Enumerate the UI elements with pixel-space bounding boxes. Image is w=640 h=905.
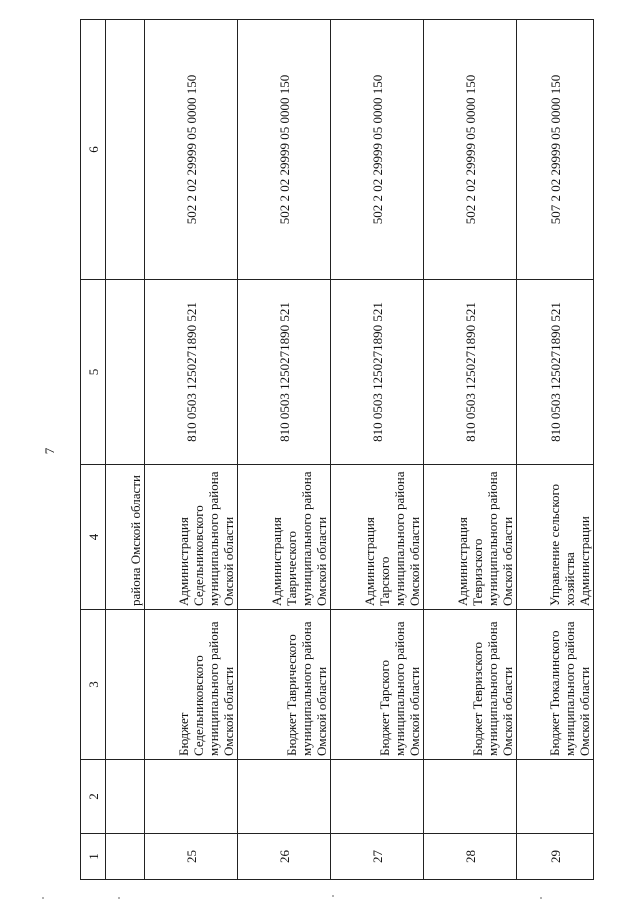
cell-empty (106, 834, 145, 880)
header-col-6: 6 (81, 20, 106, 280)
header-col-1: 1 (81, 834, 106, 880)
scan-speck (332, 895, 334, 897)
cell-number: 28 (424, 834, 517, 880)
table-row (238, 20, 331, 880)
cell-admin: Администрация Тарского муниципального района Омской области (331, 465, 424, 610)
cell-empty (331, 760, 424, 834)
cell-number: 27 (331, 834, 424, 880)
table-row (424, 20, 517, 880)
cell-number: 25 (145, 834, 238, 880)
cell-empty (517, 760, 594, 834)
cell-code-6: 502 2 02 29999 05 0000 150 (145, 20, 238, 280)
cell-code-6: 502 2 02 29999 05 0000 150 (424, 20, 517, 280)
header-row (81, 20, 106, 880)
table-row (331, 20, 424, 880)
cell-empty (145, 760, 238, 834)
cell-budget: Бюджет Таврического муниципального района Омской области (238, 610, 331, 760)
cell-empty (424, 760, 517, 834)
cell-code-6: 507 2 02 29999 05 0000 150 (517, 20, 594, 280)
cell-number: 26 (238, 834, 331, 880)
cell-admin-continued: района Омской области (106, 465, 145, 610)
header-col-2: 2 (81, 760, 106, 834)
cell-code-5: 810 0503 1250271890 521 (145, 280, 238, 465)
table-row (517, 20, 594, 880)
cell-code-6: 502 2 02 29999 05 0000 150 (331, 20, 424, 280)
cell-admin: Администрация Седельниковского муниципального района Омской области (145, 465, 238, 610)
cell-code-5: 810 0503 1250271890 521 (517, 280, 594, 465)
scan-speck (118, 897, 120, 899)
cell-empty (106, 20, 145, 280)
cell-code-5: 810 0503 1250271890 521 (424, 280, 517, 465)
continuation-row (106, 20, 145, 880)
cell-code-5: 810 0503 1250271890 521 (238, 280, 331, 465)
page-number: 7 (42, 447, 57, 455)
scan-speck (42, 897, 44, 899)
scan-speck (540, 897, 542, 899)
cell-code-6: 502 2 02 29999 05 0000 150 (238, 20, 331, 280)
rotated-table-container (80, 20, 610, 880)
cell-budget: Бюджет Седельниковского муниципального района Омской области (145, 610, 238, 760)
header-col-5: 5 (81, 280, 106, 465)
cell-empty (238, 760, 331, 834)
cell-empty (106, 280, 145, 465)
cell-code-5: 810 0503 1250271890 521 (331, 280, 424, 465)
header-col-4: 4 (81, 465, 106, 610)
cell-budget: Бюджет Тарского муниципального района Омской области (331, 610, 424, 760)
cell-budget: Бюджет Тюкалинского муниципального района Омской области (517, 610, 594, 760)
cell-admin: Управление сельского хозяйства Администрации (517, 465, 594, 610)
budget-table (80, 19, 594, 880)
cell-empty (106, 760, 145, 834)
cell-number: 29 (517, 834, 594, 880)
cell-budget: Бюджет Тевризского муниципального района Омской области (424, 610, 517, 760)
cell-admin: Администрация Тевризского муниципального района Омской области (424, 465, 517, 610)
cell-empty (106, 610, 145, 760)
table-row (145, 20, 238, 880)
cell-admin: Администрация Таврического муниципального района Омской области (238, 465, 331, 610)
header-col-3: 3 (81, 610, 106, 760)
